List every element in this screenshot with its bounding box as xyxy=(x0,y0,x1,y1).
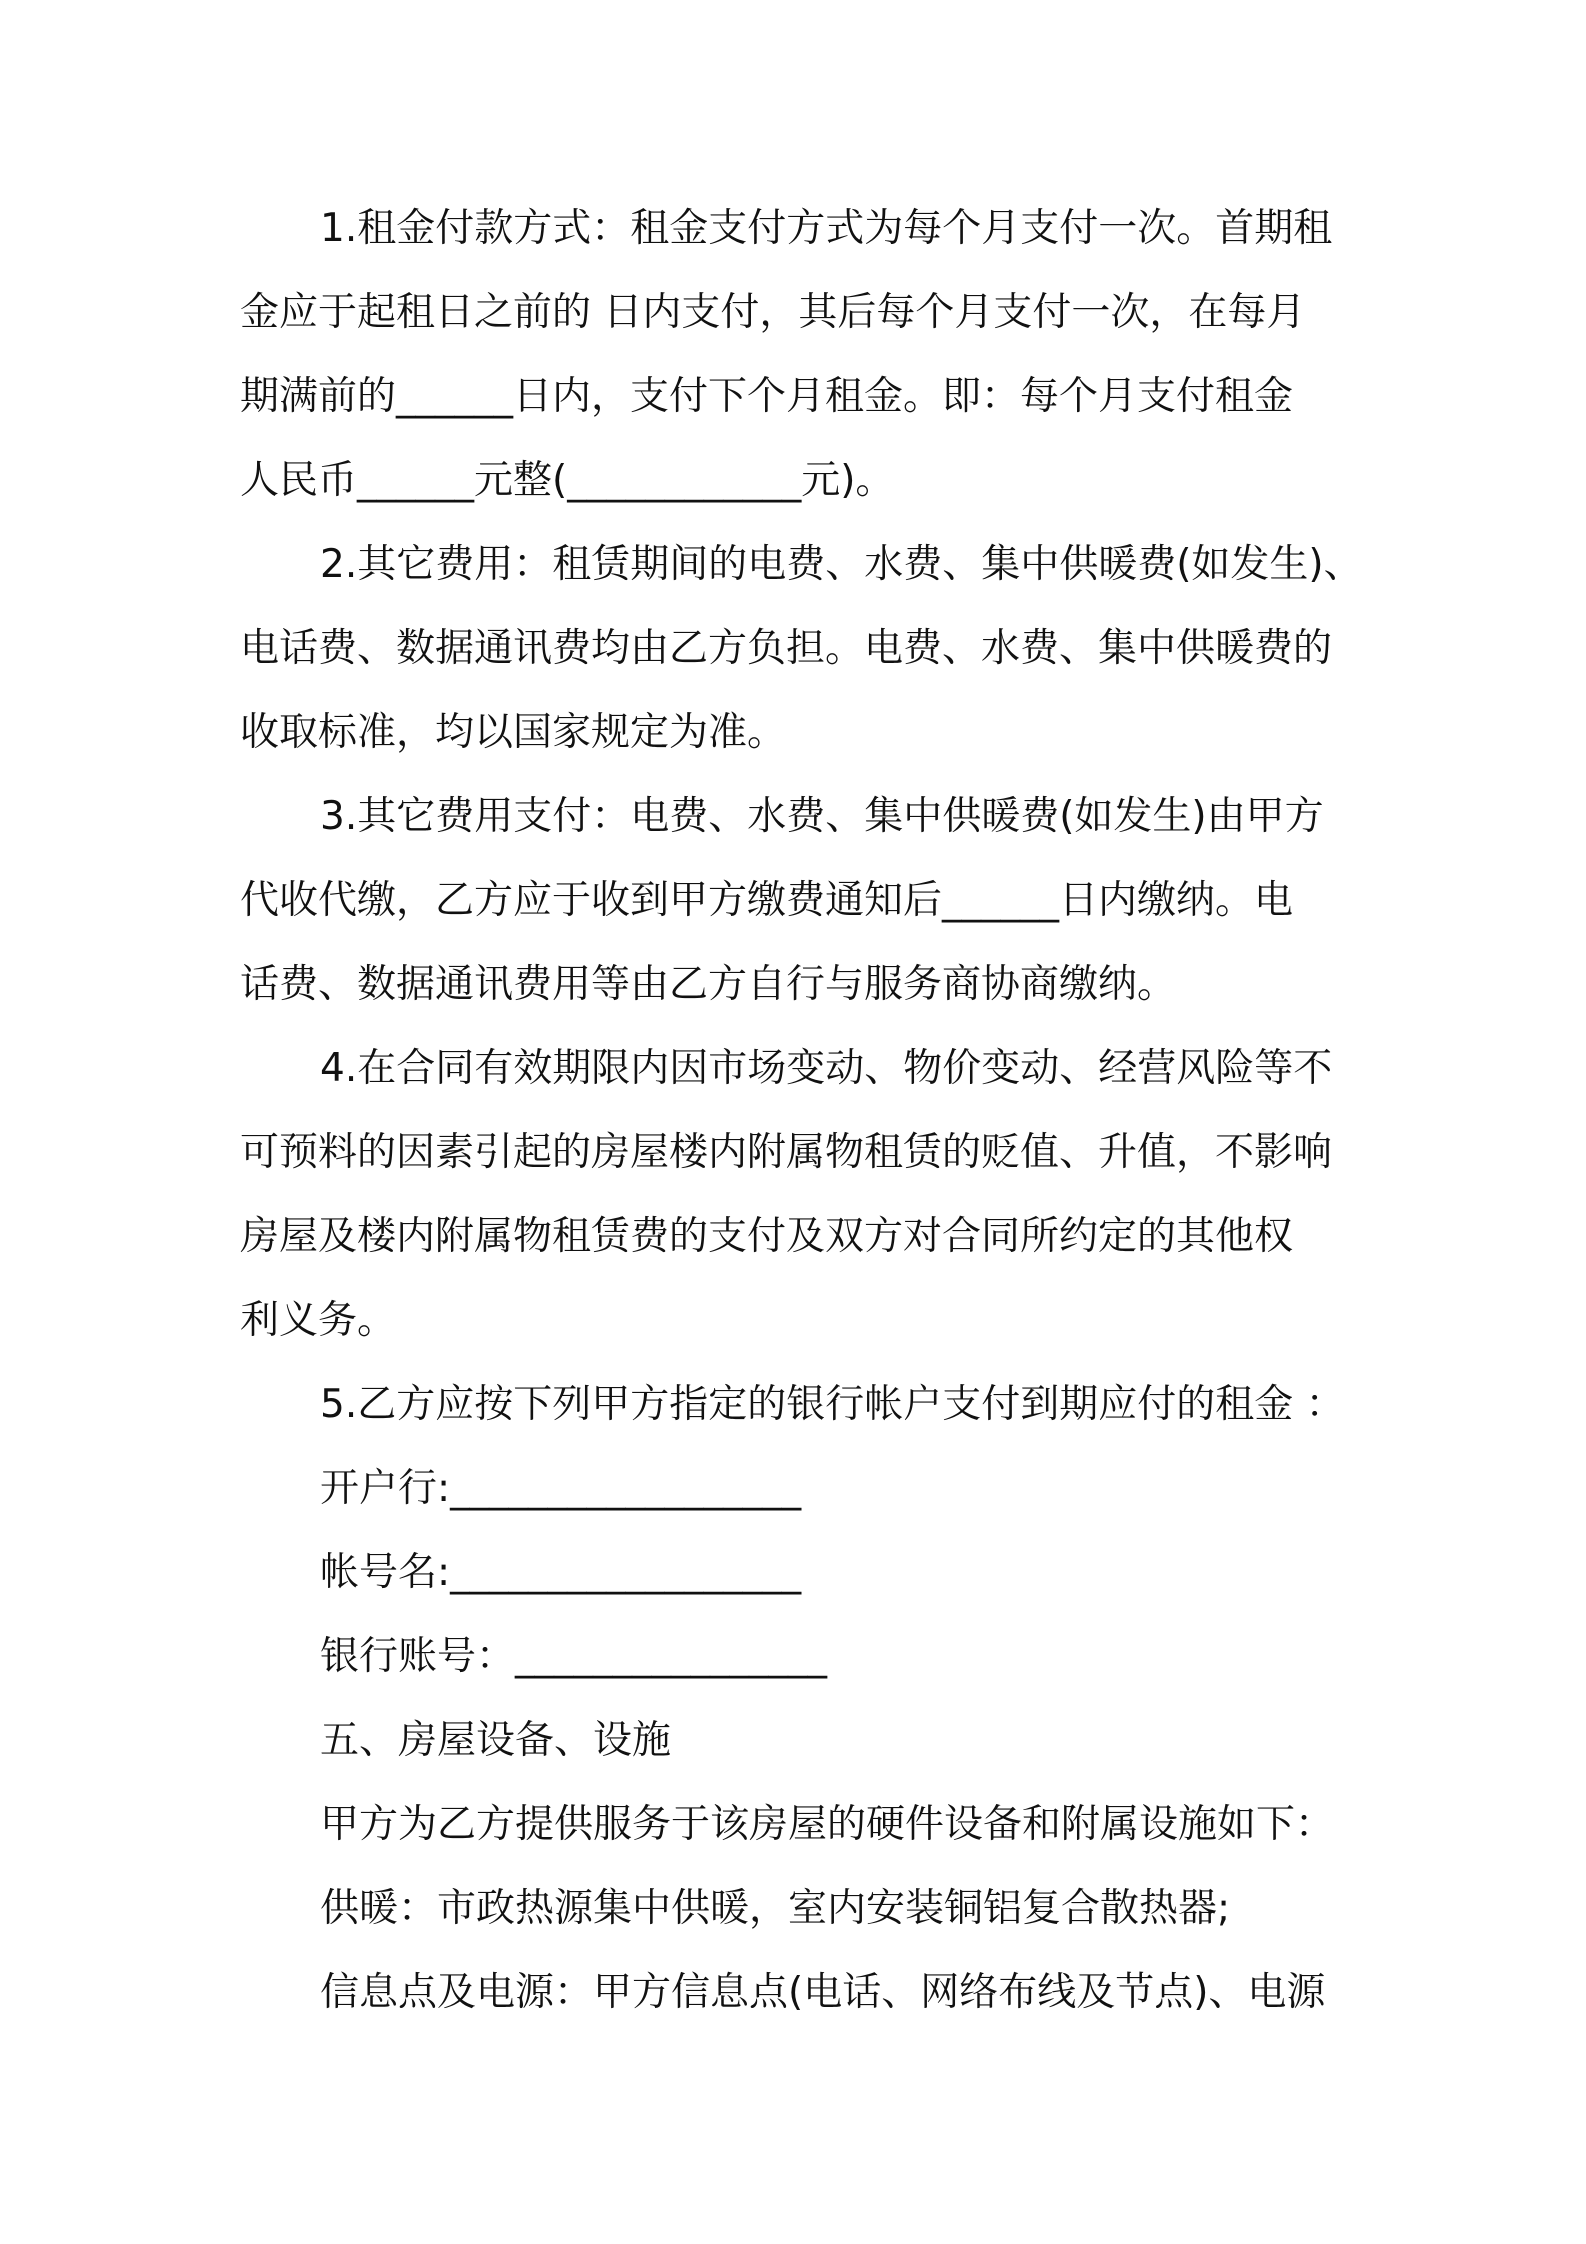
paragraph-3-line-3: 话费、数据通讯费用等由乙方自行与服务商协商缴纳。 xyxy=(240,962,1177,1007)
paragraph-3-line-1: 3.其它费用支付：电费、水费、集中供暖费(如发生)由甲方 xyxy=(320,794,1324,839)
paragraph-2-line-2: 电话费、数据通讯费均由乙方负担。电费、水费、集中供暖费的 xyxy=(240,626,1333,671)
account-number-field: 银行账号：________________ xyxy=(320,1634,828,1679)
bank-name-field: 开户行:__________________ xyxy=(320,1466,802,1511)
paragraph-1-line-3: 期满前的______日内，支付下个月租金。即：每个月支付租金 xyxy=(240,374,1294,419)
paragraph-4-line-3: 房屋及楼内附属物租赁费的支付及双方对合同所约定的其他权 xyxy=(240,1214,1294,1259)
section-heading: 五、房屋设备、设施 xyxy=(320,1718,672,1763)
section-intro: 甲方为乙方提供服务于该房屋的硬件设备和附属设施如下： xyxy=(320,1802,1335,1847)
account-name-field: 帐号名:__________________ xyxy=(320,1550,802,1595)
paragraph-5-line-1: 5.乙方应按下列甲方指定的银行帐户支付到期应付的租金 ： xyxy=(320,1382,1345,1427)
paragraph-4-line-1: 4.在合同有效期限内因市场变动、物价变动、经营风险等不 xyxy=(320,1046,1333,1091)
paragraph-1-line-1: 1.租金付款方式：租金支付方式为每个月支付一次。首期租 xyxy=(320,206,1333,251)
paragraph-1-line-4: 人民币______元整(____________元)。 xyxy=(240,458,895,503)
info-power-item: 信息点及电源：甲方信息点(电话、网络布线及节点)、电源 xyxy=(320,1970,1326,2015)
paragraph-4-line-4: 利义务。 xyxy=(240,1298,397,1343)
paragraph-4-line-2: 可预料的因素引起的房屋楼内附属物租赁的贬值、升值，不影响 xyxy=(240,1130,1333,1175)
paragraph-3-line-2: 代收代缴，乙方应于收到甲方缴费通知后______日内缴纳。电 xyxy=(240,878,1294,923)
paragraph-1-line-2: 金应于起租日之前的 日内支付，其后每个月支付一次，在每月 xyxy=(240,290,1306,335)
paragraph-2-line-3: 收取标准，均以国家规定为准。 xyxy=(240,710,787,755)
paragraph-2-line-1: 2.其它费用：租赁期间的电费、水费、集中供暖费(如发生)、 xyxy=(320,542,1363,587)
heating-item: 供暖：市政热源集中供暖，室内安装铜铝复合散热器; xyxy=(320,1886,1231,1931)
